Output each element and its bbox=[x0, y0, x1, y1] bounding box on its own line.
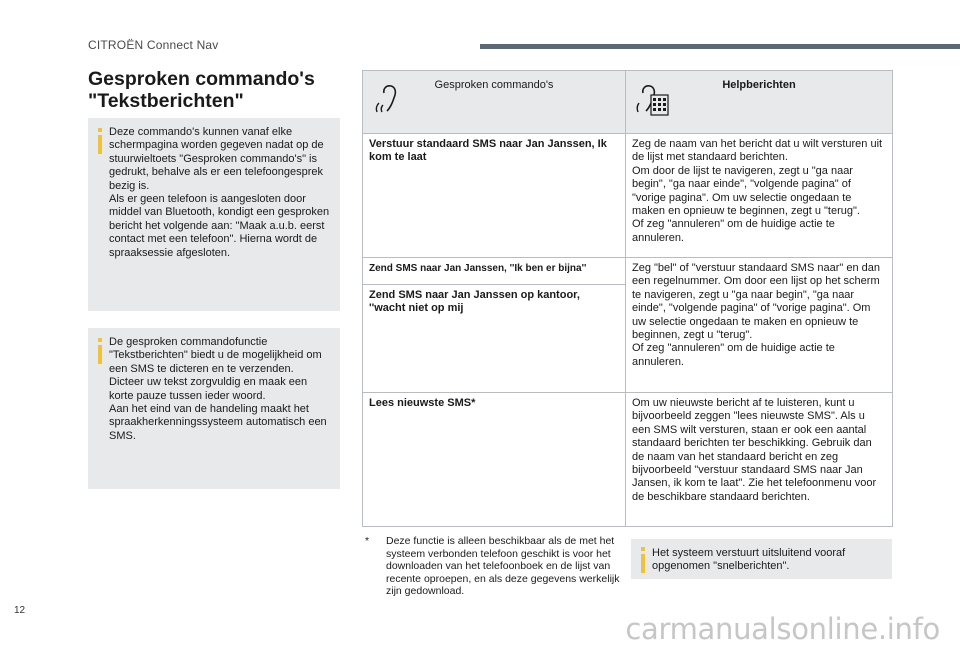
footnote bbox=[365, 535, 625, 598]
info-note-text: De gesproken commandofunctie "Tekstberichten" biedt u de mogelijkheid om een SMS te dicteren en te verzenden. Dicteer uw tekst zorgvuldig en maak een korte pauze tussen ieder woord. Aan het eind van de handeling maakt het spraakherkenningssysteem automatisch een SMS. bbox=[109, 336, 327, 442]
info-note-1 bbox=[88, 118, 340, 311]
header-voice-commands bbox=[363, 71, 626, 134]
table-row bbox=[363, 134, 893, 258]
header-label: Helpberichten bbox=[722, 79, 796, 91]
info-note-3 bbox=[631, 539, 892, 579]
response-cell: Om uw nieuwste bericht af te luisteren, kunt u bijvoorbeeld zeggen "lees nieuwste SMS". Als u een SMS wilt versturen, staan er ook een aantal standaard berichten ter beschikking. Gebruik dan de naam van het standaard bericht en zeg bijvoorbeeld "verstuur standaard SMS naar Jan Jansen, ik kom te laat". Zie het telefoonmenu voor de beschikbare standaard berichten. bbox=[626, 393, 893, 527]
info-note-text: Deze commando's kunnen vanaf elke schermpagina worden gegeven nadat op de stuurwieltoets "Gesproken commando's" is gedrukt, behalve als er een telefoongesprek bezig is. Als er geen telefoon is aangesloten door middel van Bluetooth, kondigt een gesproken bericht het volgende aan: "Maak a.u.b. eerst contact met een telefoon". Hierna wordt de spraaksessie afgesloten. bbox=[109, 126, 330, 259]
info-icon bbox=[96, 128, 104, 154]
command-cell: Lees nieuwste SMS* bbox=[363, 393, 626, 527]
response-cell: Zeg de naam van het bericht dat u wilt versturen uit de lijst met standaard berichten. Om door de lijst te navigeren, zegt u "ga naar begin", "ga naar einde", "volgende pagina" of "vorige pagina". Om uw selectie ongedaan te maken en opnieuw te beginnen, zegt u "terug". Of zeg "annuleren" om de huidige actie te annuleren. bbox=[626, 134, 893, 258]
voice-command-icon bbox=[373, 81, 407, 117]
command-cell: Zend SMS naar Jan Janssen op kantoor, ''wacht niet op mij bbox=[363, 285, 626, 393]
command-cell: Zend SMS naar Jan Janssen, ''Ik ben er bijna'' bbox=[363, 258, 626, 285]
response-cell: Zeg "bel" of "verstuur standaard SMS naar" en dan een regelnummer. Om door een lijst op het scherm te navigeren, zegt u "ga naar begin", "ga naar einde", "volgende pagina" of "vorige pagina". Om uw selectie ongedaan te maken en opnieuw te beginnen, zegt u "terug". Of zeg "annuleren" om de huidige actie te annuleren. bbox=[626, 258, 893, 393]
header-divider-bar bbox=[480, 44, 960, 49]
help-messages-icon bbox=[636, 81, 670, 117]
info-icon bbox=[639, 547, 647, 573]
watermark: carmanualsonline.info bbox=[625, 612, 940, 646]
footnote-text: Deze functie is alleen beschikbaar als de met het systeem verbonden telefoon geschikt is voor het downloaden van het telefoonboek en de lijst van recente oproepen, en als deze gegevens werkelijk zijn gedownload. bbox=[386, 535, 620, 598]
header-label: Gesproken commando's bbox=[434, 79, 554, 91]
page-number: 12 bbox=[14, 605, 26, 616]
table-row bbox=[363, 393, 893, 527]
voice-command-table bbox=[362, 70, 893, 527]
header-help-messages bbox=[626, 71, 893, 134]
table-header-row bbox=[363, 71, 893, 134]
info-note-text: Het systeem verstuurt uitsluitend vooraf opgenomen "snelberichten". bbox=[652, 547, 846, 573]
page-title: Gesproken commando's "Tekstberichten" bbox=[88, 68, 315, 112]
info-note-2 bbox=[88, 328, 340, 489]
footnote-marker: * bbox=[365, 535, 370, 547]
table-row bbox=[363, 258, 893, 285]
info-icon bbox=[96, 338, 104, 364]
command-cell: Verstuur standaard SMS naar Jan Janssen, Ik kom te laat bbox=[363, 134, 626, 258]
brand-header: CITROËN Connect Nav bbox=[88, 38, 219, 52]
